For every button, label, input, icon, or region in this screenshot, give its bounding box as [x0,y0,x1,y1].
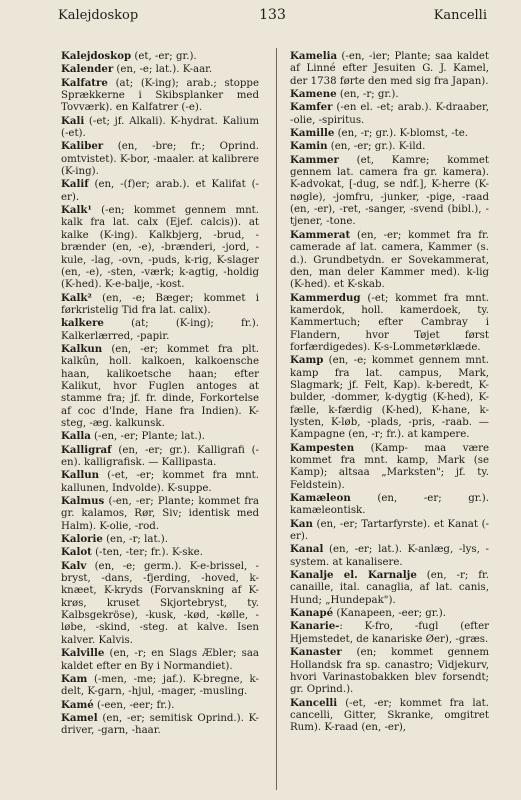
entry-definition: (en, -r; lat.). [102,534,168,546]
headword: Kanaster [290,646,342,659]
entry-definition: (en, -er; kommet fra fr. camerade af lat. camera, Kammer (s. d.). Grundbetydn. er Sovekammerat, den, man deler Kammer med). k-lig (K-hed). et K-skab. [290,229,489,291]
dictionary-entry [61,50,259,63]
entry-definition: (-en, -er; Plante; kommet fra gr. kalamos, Rør, Siv; identisk med Halm). K-olie, -rod. [61,496,259,532]
dictionary-entry [61,712,259,738]
page-number: 133 [259,7,286,23]
dictionary-entry [290,354,489,441]
headword: Kamé [61,698,94,711]
headword: Kamp [290,354,324,367]
headword: Kancelli [290,696,338,709]
entry-definition: (Kamp- maa være kommet fra mnt. kamp, Mark (se Kamp); altsaa „Marksten"; jf. ty. Feldstein). [290,442,489,491]
entry-definition: (en, -r; gr.). [336,89,399,101]
header-last-word: Kancelli [433,7,487,23]
headword: Kallun [61,469,100,482]
headword: Kalk¹ [61,204,92,217]
dictionary-entry [290,101,489,127]
right-column [290,50,489,735]
headword: Kalk² [61,291,92,304]
headword: Kali [61,114,85,127]
entry-definition: (-en, -ier; Plante; saa kaldet af Linné efter Jesuiten G. J. Kamel, der 1738 førte den med sig fra Japan). [290,51,489,87]
dictionary-entry [61,140,259,178]
entry-definition: (en, -er; lat.). K-anlæg, -lys, -system. at kanalisere. [290,544,489,568]
dictionary-entry [61,292,259,318]
headword: kalkere [61,317,104,330]
dictionary-entry [290,154,489,229]
dictionary-entry [290,518,489,544]
entry-definition: (-en, -er; Plante; lat.). [90,431,205,443]
headword: Kamene [290,88,337,101]
headword: Kalv [61,559,87,572]
dictionary-entry [61,343,259,430]
entry-definition: (en, -r; en Slags Æbler; saa kaldet efter en By i Normandiet). [61,648,259,672]
dictionary-entry [290,442,489,492]
entry-definition: (en, -e; germ.). K-e-brissel, -bryst, -dans, -fjerding, -hoved, k-knæet, K-kryds (Forvanskning af K-krøs, kruset Skjortebryst, ty. Kalbsgekröse), -kusk, -kød, -kølle, -løbe, -skind, -steg. at kalve. Isen kalver. Kalvis. [61,560,259,646]
headword: Kalot [61,546,92,559]
dictionary-entry [290,292,489,355]
entry-definition: (-en el. -et; arab.). K-draaber, -olie, -spiritus. [290,102,489,126]
dictionary-entry [61,115,259,141]
headword: Kan [290,517,313,530]
entry-definition: (en, -(f)er; arab.). et Kalifat (-er). [61,179,259,203]
dictionary-entry [290,88,489,101]
entry-definition: (en, -er; gr.). kamæleontisk. [290,493,489,517]
column-divider [276,48,277,790]
entry-definition: (-et; kommet fra mnt. kamerdok, holl. kamerdoek, ty. Kammertuch; efter Cambray i Flandern, hvor Tøjet først forfærdigedes). K-s-Lommetørklæde. [290,292,489,353]
dictionary-entry [61,77,259,115]
dictionary-entry [61,444,259,470]
entry-definition: (Kanapeen, -eer; gr.). [333,608,446,620]
entry-definition: (en, -r; gr.). K-blomst, -te. [334,128,469,140]
entry-definition: (en, -er; kommet fra plt. kalkûn, holl. kalkoen, kalkoensche haan, kalikoetsche haan; efter Kalikut, hvor Fuglen antoges at stamme fra; jf. fr. dinde, Forkortelse af coc d'Inde, Hane fra Indien). K-steg, -æg. kalkunsk. [61,343,259,429]
dictionary-entry [290,50,489,88]
dictionary-entry [290,127,489,140]
entry-definition: (at; (K-ing); fr.). Kalkerlærred, -papir. [61,318,259,342]
headword: Kanal [290,543,324,556]
dictionary-entry [61,317,259,343]
entry-definition: (-men, -me; jaf.). K-bregne, k-delt, K-garn, -hjul, -mager, -musling. [61,673,259,698]
dictionary-entry [290,543,489,569]
entry-definition: (et, -er; gr.). [131,51,197,62]
headword: Kalkun [61,342,103,355]
dictionary-entry [290,646,489,696]
headword: Kanapé [290,607,334,620]
headword: Kalmus [61,495,105,508]
headword: Kamelia [290,50,338,62]
dictionary-entry [61,204,259,291]
dictionary-entry [290,620,489,646]
headword: Kalorie [61,533,103,546]
headword: Kammer [290,153,339,166]
entry-definition: (en, -e; Bæger; kommet i førkristelig Tid fra lat. calix). [61,292,259,316]
entry-definition: (at; (K-ing); arab.; stoppe Sprækkerne i Skibsplanker med Tovværk). en Kalfatrer (-e). [61,77,259,114]
dictionary-entry [61,560,259,647]
headword: Kam [61,672,88,685]
headword: Kalejdoskop [61,50,132,62]
dictionary-entry [61,469,259,495]
entry-definition: (-en; kommet gennem mnt. kalk fra lat. calx (Ejef. calcis)). at kalke (K-ing). Kalkbjerg, -brud, -brænder (en, -e), -brænderi, -jord, -kule, -lag, -ovn, -puds, k-rig, K-slager (en, -e), -sten, -værk; k-agtig, -holdig (K-hed). K-e-balje, -kost. [61,205,259,291]
dictionary-entry [61,495,259,533]
entry-definition: (en, -e; lat.). K-aar. [113,64,213,76]
running-header [58,4,487,26]
headword: Kanalje el. Karnalje [290,569,417,582]
dictionary-entry [290,697,489,735]
dictionary-entry [290,229,489,292]
dictionary-entry [61,673,259,699]
entry-definition: (en, -er; semitisk Oprind.). K-driver, -garn, -haar. [61,712,259,737]
dictionary-entry [290,140,489,153]
headword: Kanarie- [290,620,340,633]
entry-definition: (en, -er; Tartarfyrste). et Kanat (-er). [290,518,489,543]
dictionary-entry [61,533,259,546]
entry-definition: (en; kommet gennem Hollandsk fra sp. canastro; Vidjekurv, hvori Varinastobakken blev forsendt; gr. Oprind.). [290,647,489,696]
entry-definition: : K-fro, -fugl (efter Hjemstedet, de kanariske Øer), -græs. [290,621,489,645]
entry-definition: (-et, -er; kommet fra mnt. kallunen, Indvolde). K-suppe. [61,470,259,494]
dictionary-entry [290,569,489,607]
headword: Kammerdug [290,291,361,304]
headword: Kamille [290,127,335,140]
headword: Kalif [61,178,89,191]
entry-definition: (-ten, -ter; fr.). K-ske. [91,547,203,559]
dictionary-entry [290,492,489,518]
entry-definition: (-et; jf. Alkali). K-hydrat. Kalium (-et). [61,115,259,140]
headword: Kalla [61,430,91,443]
entry-definition: (en, -bre; fr.; Oprind. omtvistet). K-bor, -maaler. at kalibrere (K-ing). [61,141,259,178]
headword: Kammerat [290,228,351,241]
headword: Kalfatre [61,76,108,89]
dictionary-entry [290,607,489,620]
entry-definition: (en, -er; gr.). Kalligrafi (-en). kalligrafisk. — Kallipasta. [61,444,259,468]
dictionary-entry [61,699,259,712]
headword: Kalligraf [61,443,112,456]
entry-definition: (-een, -eer; fr.). [93,699,175,711]
headword: Kamæleon [290,492,351,505]
entry-definition: (en, -er; gr.). K-ild. [327,141,426,153]
headword: Kalville [61,647,105,660]
headword: Kamfer [290,101,333,114]
headword: Kalender [61,63,114,76]
dictionary-entry [61,430,259,443]
dictionary-entry [61,647,259,673]
header-first-word: Kalejdoskop [58,7,139,23]
headword: Kamin [290,140,328,153]
headword: Kaliber [61,140,104,153]
dictionary-entry [61,63,259,76]
entry-definition: (et, Kamre; kommet gennem lat. camera fra gr. kamera). K-advokat, [-dug, se ndf.], K-herre (K-nøgle), -jomfru, -junker, -pige, -raad (en, -er), -ret, -sanger, -svend (bibl.), -tjener, -tone. [290,154,489,228]
dictionary-entry [61,546,259,559]
entry-definition: (en, -r; fr. canaille, ital. canaglia, af lat. canis, Hund; „Hundepak"). [290,570,489,606]
left-column [61,50,259,738]
entry-definition: (-et, -er; kommet fra lat. cancelli, Gitter, Skranke, omgitret Rum). K-raad (en, -er), [290,697,489,734]
dictionary-entry [61,178,259,204]
entry-definition: (en, -e; kommet gennem mnt. kamp fra lat. campus, Mark, Slagmark; jf. Felt, Kap). k-beredt, K-bulder, -dommer, k-dygtig (K-hed), K-fælle, k-færdig (K-hed), K-hane, k-lysten, K-løb, -plads, -pris, -raab. — Kampagne (en, -r; fr.). at kampere. [290,355,489,441]
headword: Kamel [61,711,98,724]
headword: Kampesten [290,441,355,454]
